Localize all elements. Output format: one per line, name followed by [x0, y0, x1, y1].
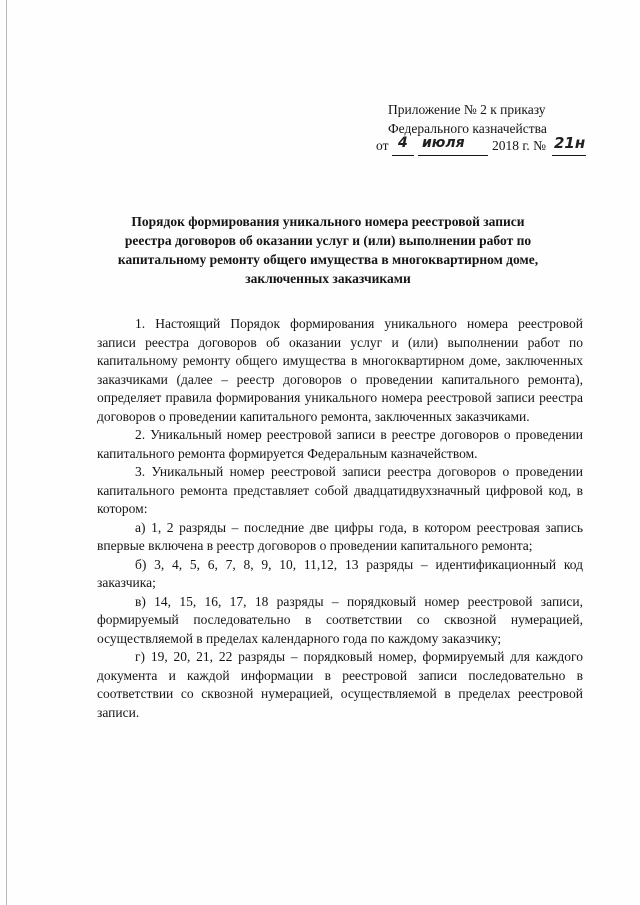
- page-edge-line: [6, 0, 7, 905]
- title-line-4: заключенных заказчиками: [245, 271, 411, 286]
- title-line-3: капитальному ремонту общего имущества в многоквартирном доме,: [117, 252, 539, 267]
- number-underline: [552, 155, 586, 156]
- paragraph-2: 2. Уникальный номер реестровой записи в реестре договоров о проведении капитального ремонта формируется Федеральным казначейством.: [97, 427, 583, 461]
- paragraph-3c: в) 14, 15, 16, 17, 18 разряды – порядковый номер реестровой записи, формируемый последовательно в соответствии со сквозной нумерацией, осуществляемой в пределах календарного года по каждому заказчику;: [97, 593, 583, 646]
- document-body: [97, 315, 583, 722]
- day-underline: [392, 155, 414, 156]
- year-and-number-label: 2018 г. №: [492, 138, 547, 153]
- document-title: [90, 212, 566, 288]
- handwritten-day: 4: [398, 135, 408, 151]
- paragraph-3: 3. Уникальный номер реестровой записи реестра договоров о проведении капитального ремонта представляет собой двадцатидвухзначный цифровой код, в котором:: [97, 464, 583, 516]
- paragraph-3b: б) 3, 4, 5, 6, 7, 8, 9, 10, 11,12, 13 разряды – идентификационный код заказчика;: [97, 556, 583, 590]
- treasury-line: Федерального казначейства: [388, 121, 547, 136]
- paragraph-1: 1. Настоящий Порядок формирования уникального номера реестровой записи реестра договоров об оказании услуг и (или) выполнении работ по капитальному ремонту общего имущества в многоквартирном доме, заключенных заказчиками (далее – реестр договоров о проведении капитального ремонта), определяет правила формирования уникального номера реестровой записи реестра договоров о проведении капитального ремонта, заключенных заказчиками.: [97, 316, 583, 424]
- paragraph-3d: г) 19, 20, 21, 22 разряды – порядковый номер, формируемый для каждого документа и каждой информации в реестровой записи последовательно в соответствии со сквозной нумерацией, осуществляемой в пределах реестровой записи.: [97, 649, 583, 720]
- appendix-header: [388, 100, 547, 138]
- month-underline: [418, 155, 488, 156]
- appendix-line: Приложение № 2 к приказу: [388, 102, 546, 117]
- handwritten-month: июля: [422, 135, 465, 151]
- title-line-2: реестра договоров об оказании услуг и (или) выполнении работ по: [124, 233, 532, 248]
- paragraph-3a: а) 1, 2 разряды – последние две цифры года, в котором реестровая запись впервые включена в реестр договоров о проведении капитального ремонта;: [97, 519, 583, 553]
- title-line-1: Порядок формирования уникального номера реестровой записи: [131, 214, 525, 229]
- handwritten-order-number: 21н: [554, 134, 586, 152]
- date-prefix: от: [376, 138, 389, 153]
